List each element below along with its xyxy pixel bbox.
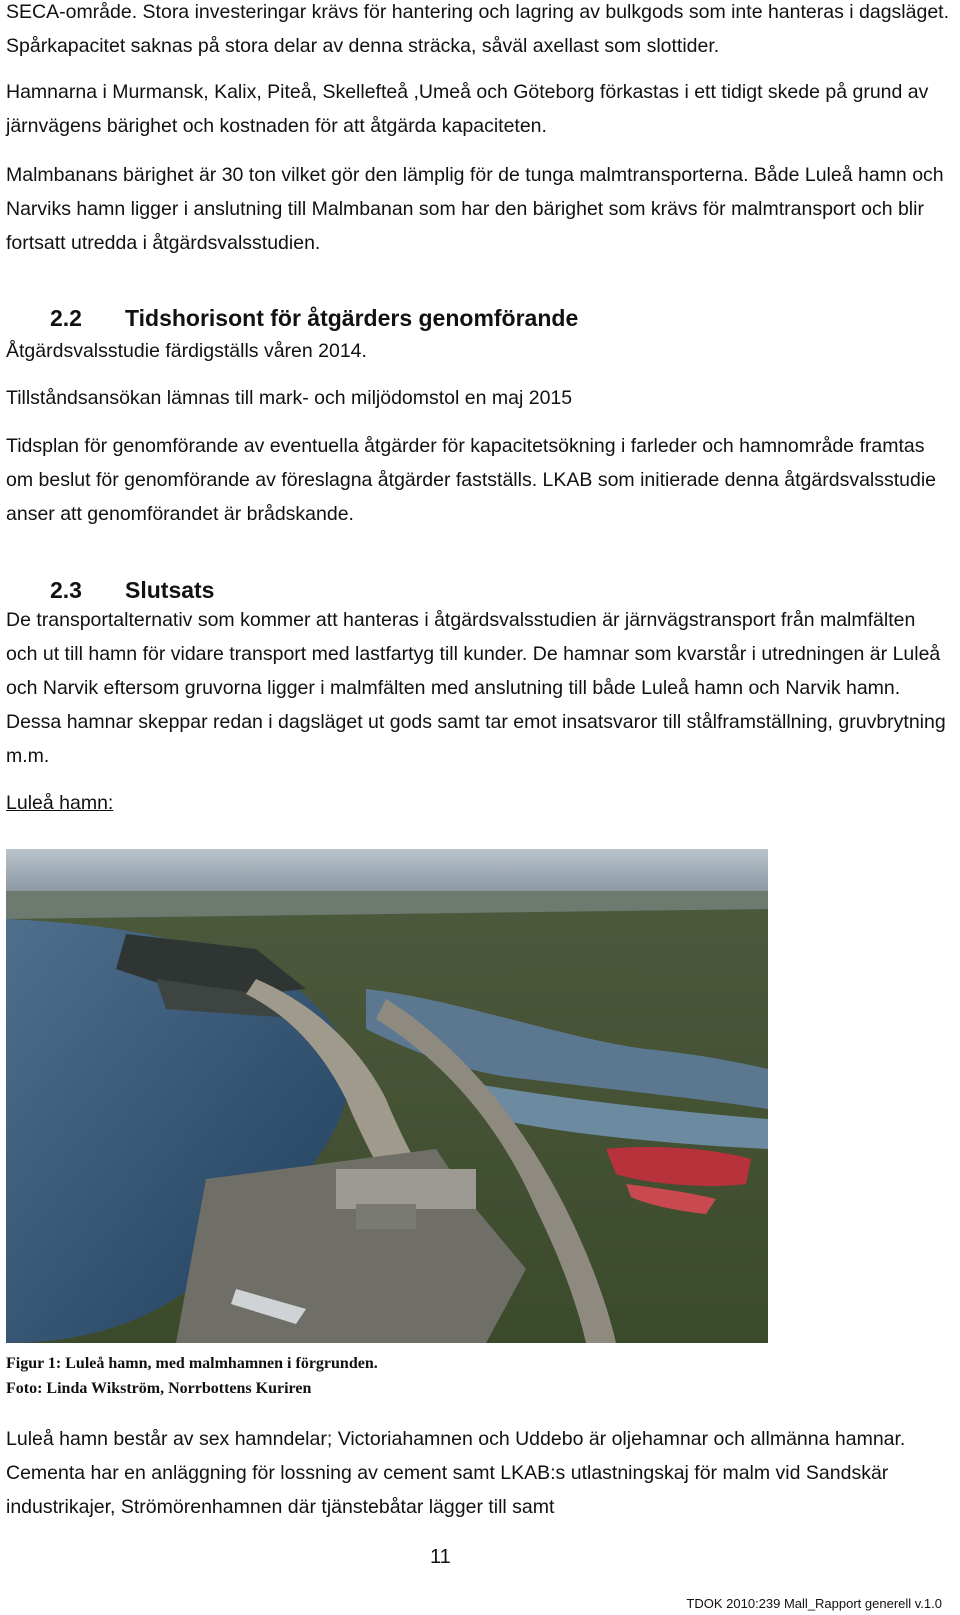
paragraph-lulea-hamndelar: Luleå hamn består av sex hamndelar; Victoriahamnen och Uddebo är oljehamnar och allmänna hamnar. Cementa har en anläggning för lossning av cement samt LKAB:s utlastningskaj för malm vid Sandskär industrikajer, Strömörenhamnen där tjänstebåtar lägger till samt: [6, 1428, 906, 1518]
page-number: 11: [430, 1546, 451, 1568]
paragraph-tidsplan: Tidsplan för genomförande av eventuella åtgärder för kapacitetsökning i farleder och hamnområde framtas om beslut för genomförande av föreslagna åtgärder fastställs. LKAB som initierade denna åtgärdsvalsstudie anser att genomförandet är brådskande.: [6, 435, 937, 525]
subheading-lulea-hamn: Luleå hamn:: [6, 792, 114, 814]
section-heading-2-3: [50, 577, 214, 604]
lulea-harbour-aerial-photo: [6, 849, 768, 1343]
section-number: 2.2: [50, 305, 82, 331]
paragraph-slutsats: De transportalternativ som kommer att hanteras i åtgärdsvalsstudien är järnvägstransport från malmfälten och ut till hamn för vidare transport med lastfartyg till kunder. De hamnar som kvarstår i utredningen är Luleå och Narvik eftersom gruvorna ligger i malmfälten med anslutning till både Luleå hamn och Narvik hamn. Dessa hamnar skeppar redan i dagsläget ut gods samt tar emot insatsvaror till stålframställning, gruvbrytning m.m.: [6, 609, 946, 767]
section-title: Slutsats: [125, 577, 215, 603]
figure-caption: Figur 1: Luleå hamn, med malmhamnen i förgrunden.: [6, 1355, 378, 1372]
footer-template-id: TDOK 2010:239 Mall_Rapport generell v.1.0: [686, 1596, 942, 1611]
paragraph-tillstandsansokan: Tillståndsansökan lämnas till mark- och miljödomstol en maj 2015: [6, 387, 573, 409]
paragraph-malmbanan: Malmbanans bärighet är 30 ton vilket gör den lämplig för de tunga malmtransporterna. Både Luleå hamn och Narviks hamn ligger i anslutning till Malmbanan som har den bärighet som krävs för malmtransport och blir fortsatt utredda i åtgärdsvalsstudien.: [6, 164, 944, 254]
paragraph-atgardsvalsstudie: Åtgärdsvalsstudie färdigställs våren 2014.: [6, 340, 367, 362]
section-number: 2.3: [50, 577, 82, 603]
paragraph-hamnarna: Hamnarna i Murmansk, Kalix, Piteå, Skellefteå ,Umeå och Göteborg förkastas i ett tidigt skede på grund av järnvägens bärighet och kostnaden för att åtgärda kapaciteten.: [6, 81, 929, 137]
photo-credit: Foto: Linda Wikström, Norrbottens Kuriren: [6, 1380, 312, 1397]
paragraph-seca: SECA-område. Stora investeringar krävs för hantering och lagring av bulkgods som inte hanteras i dagsläget. Spårkapacitet saknas på stora delar av denna sträcka, såväl axellast som slottider.: [6, 1, 949, 57]
section-heading-2-2: [50, 305, 578, 332]
section-title: Tidshorisont för åtgärders genomförande: [125, 305, 579, 331]
